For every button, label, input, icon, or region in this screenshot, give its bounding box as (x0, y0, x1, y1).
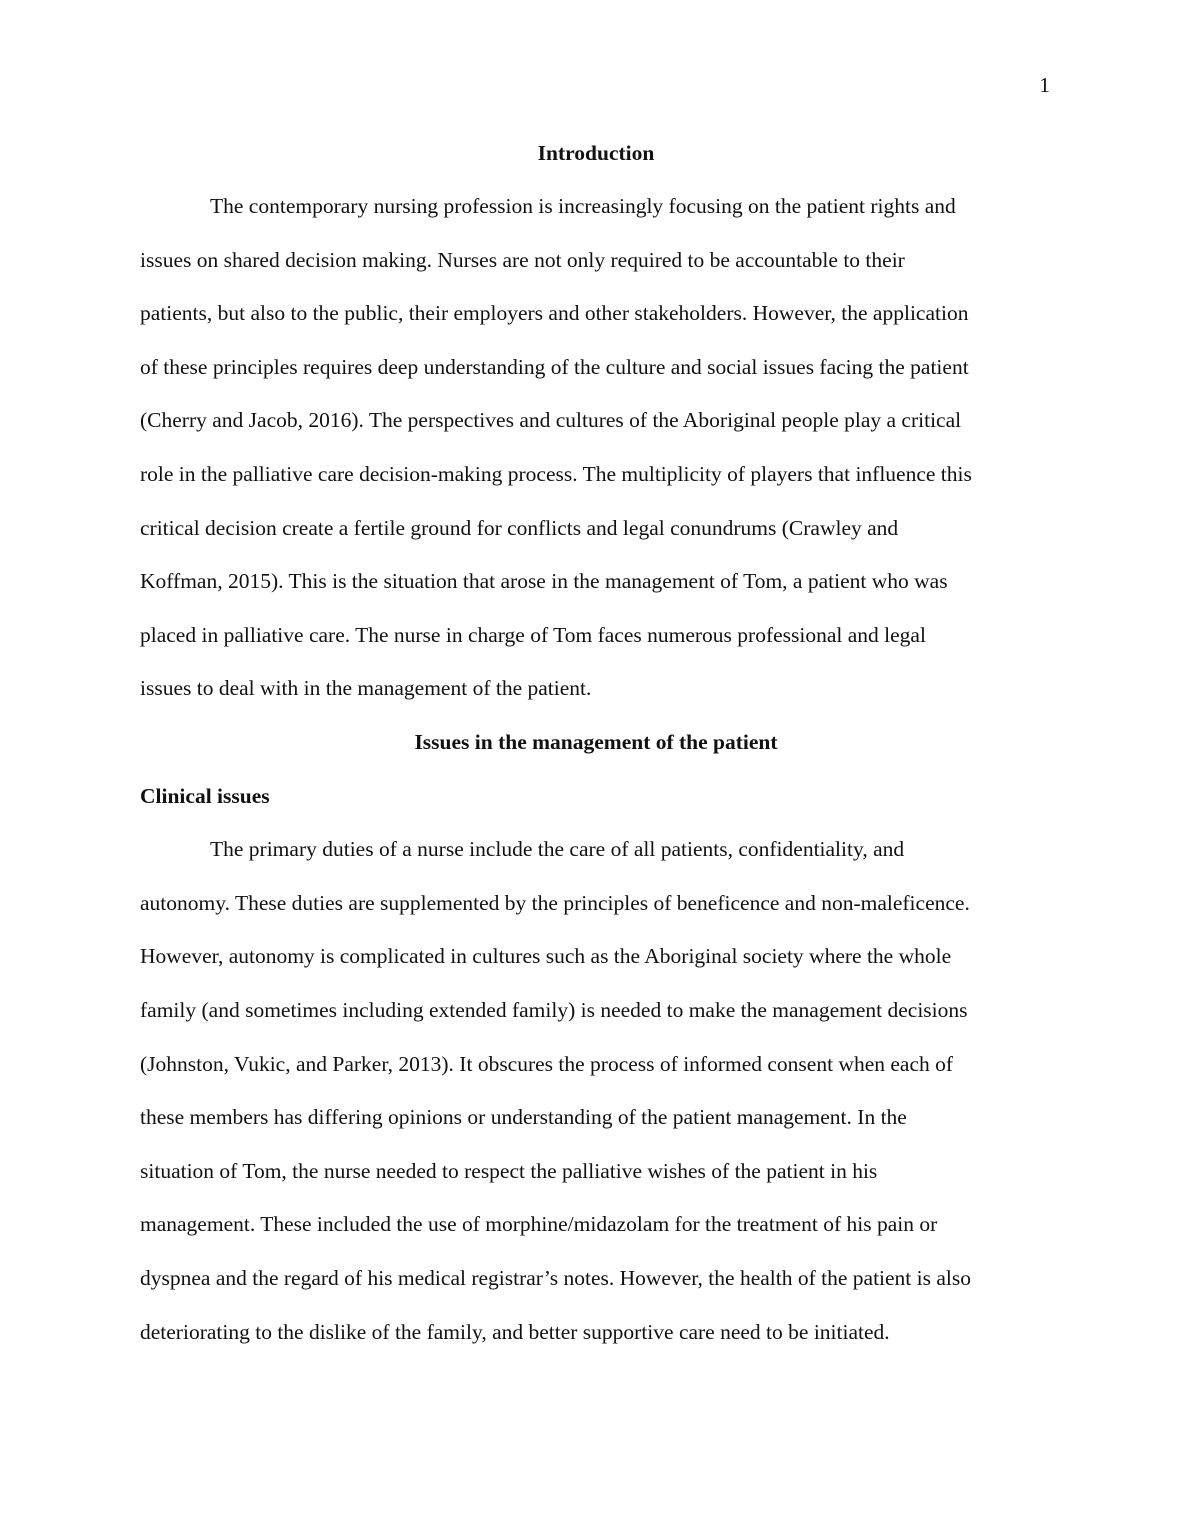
paragraph-line: autonomy. These duties are supplemented by the principles of beneficence and non-maleficence. (140, 890, 970, 915)
heading-introduction: Introduction (537, 140, 655, 165)
paragraph-line: of these principles requires deep understanding of the culture and social issues facing the patient (140, 354, 969, 379)
paragraph-line: these members has differing opinions or understanding of the patient management. In the (140, 1105, 907, 1130)
paragraph-introduction (140, 180, 1052, 716)
page-number: 1 (1039, 73, 1050, 97)
paragraph-line: The contemporary nursing profession is increasingly focusing on the patient rights and (210, 194, 956, 219)
paragraph-line: However, autonomy is complicated in cultures such as the Aboriginal society where the whole (140, 944, 952, 969)
paragraph-line: The primary duties of a nurse include the care of all patients, confidentiality, and (210, 837, 905, 862)
paragraph-line: placed in palliative care. The nurse in charge of Tom faces numerous professional and legal (140, 622, 926, 647)
paragraph-line: family (and sometimes including extended family) is needed to make the management decisions (140, 998, 968, 1022)
paragraph-line: (Johnston, Vukic, and Parker, 2013). It obscures the process of informed consent when each of (140, 1051, 954, 1076)
paragraph-line: issues on shared decision making. Nurses are not only required to be accountable to their (140, 247, 905, 272)
paragraph-line: critical decision create a fertile ground for conflicts and legal conundrums (Crawley and (140, 515, 899, 540)
paragraph-line: patients, but also to the public, their employers and other stakeholders. However, the application (140, 301, 969, 326)
heading-clinical-issues: Clinical issues (140, 783, 270, 808)
paragraph-line: situation of Tom, the nurse needed to respect the palliative wishes of the patient in his (140, 1158, 878, 1183)
paragraph-line: issues to deal with in the management of the patient. (140, 676, 592, 701)
paragraph-line: role in the palliative care decision-making process. The multiplicity of players that influence this (140, 462, 972, 487)
paragraph-line: (Cherry and Jacob, 2016). The perspectives and cultures of the Aboriginal people play a critical (140, 408, 962, 433)
document-body (140, 127, 1052, 1360)
paragraph-line: management. These included the use of morphine/midazolam for the treatment of his pain or (140, 1212, 938, 1237)
paragraph-line: deteriorating to the dislike of the family, and better supportive care need to be initiated. (140, 1319, 890, 1344)
paragraph-clinical-issues (140, 823, 1052, 1359)
paragraph-line: Koffman, 2015). This is the situation that arose in the management of Tom, a patient who was (140, 569, 948, 594)
heading-issues-management: Issues in the management of the patient (414, 730, 778, 755)
paragraph-line: dyspnea and the regard of his medical registrar’s notes. However, the health of the patient is also (140, 1265, 972, 1290)
